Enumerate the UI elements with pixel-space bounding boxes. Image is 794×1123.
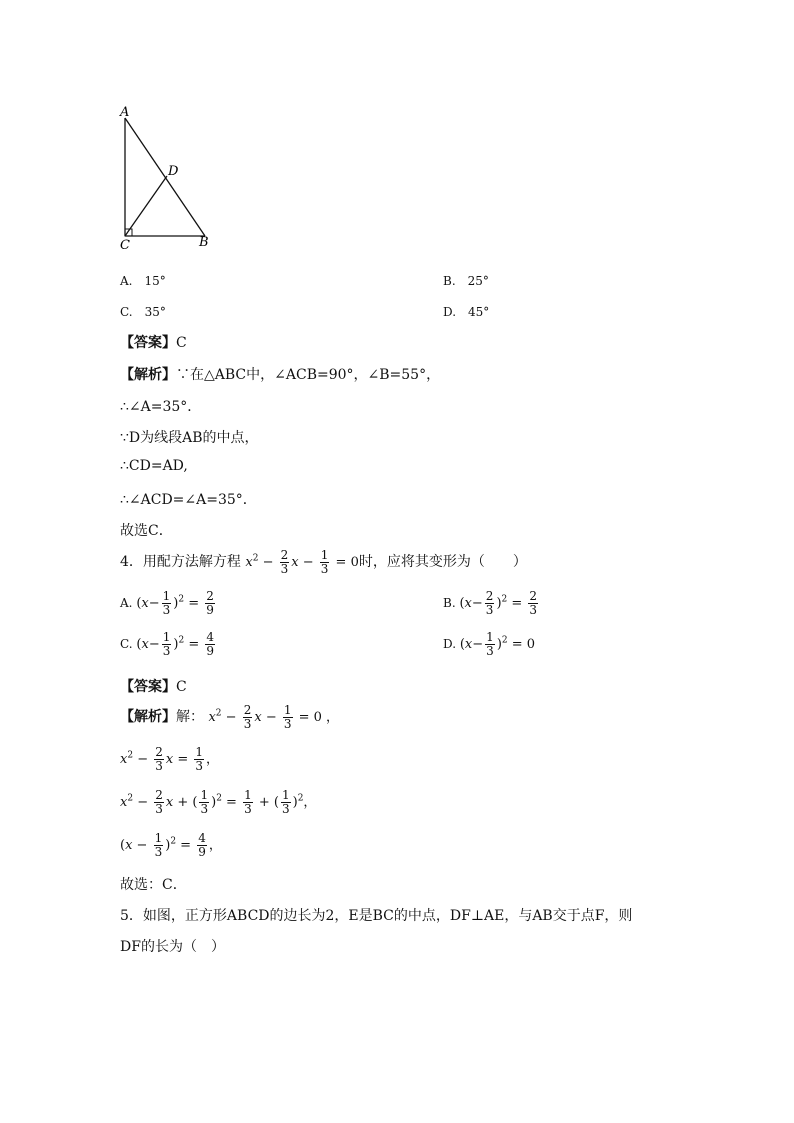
answer-tag: 【答案】	[120, 679, 176, 695]
q3-answer	[120, 332, 187, 352]
q3-analysis-line2: ∴∠A=35°．	[120, 399, 202, 415]
q4-stem	[120, 549, 527, 576]
q4-stem-suffix: 时，应将其变形为（ ）	[358, 554, 527, 570]
label-a: A	[120, 105, 130, 120]
q3-option-b: B. 25°	[443, 274, 489, 288]
q3-option-a: A. 15°	[120, 274, 166, 288]
segment-cd	[125, 176, 167, 236]
analysis-text: ∵在△ABC中，∠ACB=90°，∠B=55°，	[176, 367, 441, 383]
q4-option-b: B. (x− $\frac{2}{3}$ )$^2$ = $\frac{2}{3}$	[443, 589, 538, 617]
q4-analysis-line4: (x − $\frac{1}{3}$ )$^2$ = $\frac{4}{9}$ ，	[120, 831, 222, 859]
q3-analysis-line4: ∴CD=AD,	[120, 458, 188, 474]
q3-analysis-line5: ∴∠ACD=∠A=35°．	[120, 492, 257, 508]
analysis-tag: 【解析】	[120, 367, 176, 383]
analysis-start: 解：	[176, 709, 204, 725]
q3-analysis-line3: ∵D为线段AB的中点，	[120, 430, 259, 446]
q5-stem-line2: DF的长为（ ）	[120, 939, 225, 955]
option-label: B.	[443, 596, 456, 610]
q4-analysis-line1: 【解析】解： $x^2$ − $\frac{2}{3}$ x − $\frac{1}{3}$ = 0 ，	[120, 703, 340, 731]
q5-stem-line1: 5．如图，正方形ABCD的边长为2，E是BC的中点，DF⊥AE，与AB交于点F，则	[120, 908, 633, 924]
option-label: A.	[120, 596, 133, 610]
option-label: D.	[443, 637, 457, 651]
q4-answer	[120, 676, 187, 696]
q4-stem-prefix: 4．用配方法解方程	[120, 554, 241, 570]
q4-option-a: A. (x− $\frac{1}{3}$ )$^2$ = $\frac{2}{9}$	[120, 589, 214, 617]
label-c: C	[120, 238, 130, 253]
q3-conclusion: 故选C．	[120, 523, 173, 539]
q4-conclusion: 故选：C．	[120, 877, 187, 893]
analysis-tag: 【解析】	[120, 709, 176, 725]
triangle-figure	[110, 100, 220, 255]
q3-option-d: D. 45°	[443, 305, 490, 319]
answer-tag: 【答案】	[120, 335, 176, 351]
answer-value: C	[176, 679, 187, 695]
q4-option-d: D. (x− $\frac{1}{3}$ )$^2$ = 0	[443, 630, 536, 658]
q4-equation: $x^2$ − $\frac{2}{3}$ x − $\frac{1}{3}$ = 0	[245, 548, 359, 576]
q3-option-c: C. 35°	[120, 305, 166, 319]
label-b: B	[199, 235, 209, 250]
q4-analysis-line2: $x^2$ − $\frac{2}{3}$ x = $\frac{1}{3}$ ，	[120, 745, 220, 773]
q4-analysis-line3: $x^2$ − $\frac{2}{3}$ x + ( $\frac{1}{3}$ )$^2$ = $\frac{1}{3}$ + ( $\frac{1}{3}$ )$^2$，	[120, 788, 317, 816]
option-label: C.	[120, 637, 133, 651]
label-d: D	[168, 164, 179, 179]
q3-analysis-line1	[120, 364, 440, 384]
answer-value: C	[176, 335, 187, 351]
q4-option-c: C. (x− $\frac{1}{3}$ )$^2$ = $\frac{4}{9}$	[120, 630, 214, 658]
